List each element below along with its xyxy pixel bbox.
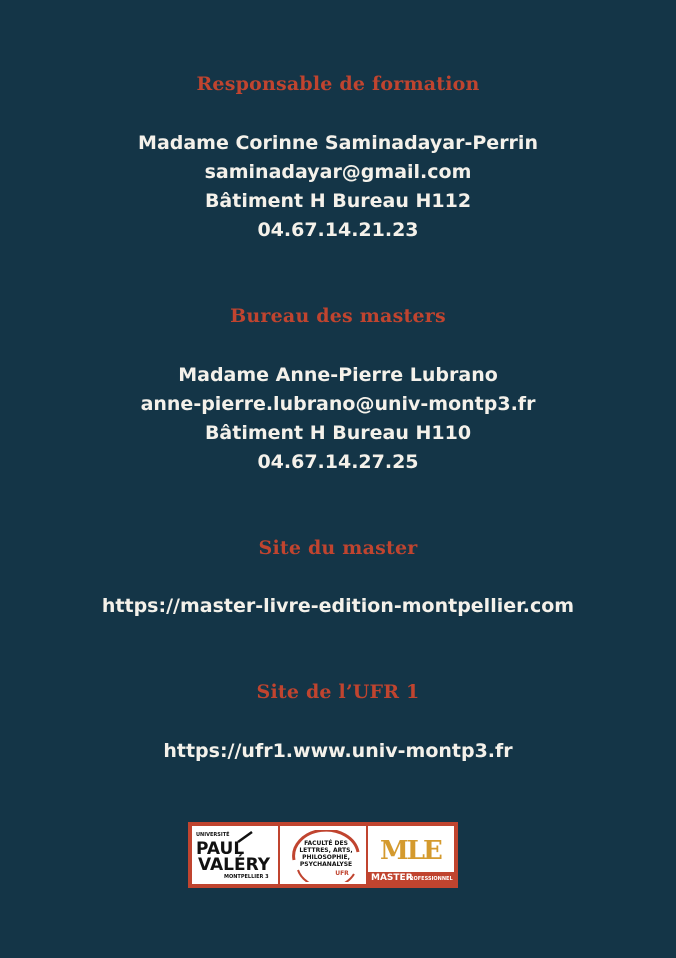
- paul-valery-logo: [192, 826, 278, 884]
- contact-email[interactable]: anne-pierre.lubrano@univ-montp3.fr: [140, 393, 536, 415]
- logo-text: LETTRES, ARTS,: [299, 847, 353, 854]
- faculte-lettres-logo: [280, 826, 366, 884]
- ufr-website-link[interactable]: https://ufr1.www.univ-montp3.fr: [163, 740, 513, 762]
- logo-text: UFR: [335, 870, 349, 877]
- logo-letters: MLE: [380, 836, 441, 866]
- partner-logos: [188, 822, 458, 888]
- contact-phone: 04.67.14.27.25: [257, 451, 419, 473]
- master-mle-logo: [368, 826, 454, 884]
- contact-name: Madame Anne-Pierre Lubrano: [178, 364, 498, 386]
- section-heading-responsable: Responsable de formation: [196, 73, 480, 95]
- contact-office: Bâtiment H Bureau H110: [204, 422, 472, 444]
- contact-phone: 04.67.14.21.23: [257, 219, 419, 241]
- logo-text: PROFESSIONNEL: [406, 876, 453, 882]
- contact-name: Madame Corinne Saminadayar-Perrin: [138, 132, 538, 154]
- logo-text: FACULTÉ DES: [304, 840, 348, 847]
- logo-text: MASTER: [371, 873, 413, 883]
- master-website-link[interactable]: https://master-livre-edition-montpellier.com: [101, 595, 575, 617]
- logo-text: PSYCHANALYSE: [299, 861, 353, 868]
- logo-text: PHILOSOPHIE,: [302, 854, 350, 861]
- logo-text: UNIVERSITÉ: [196, 832, 230, 838]
- section-heading-site-ufr: Site de l’UFR 1: [256, 681, 420, 703]
- logo-text: MONTPELLIER 3: [224, 874, 269, 880]
- logo-text: PAUL: [196, 839, 245, 859]
- contact-office: Bâtiment H Bureau H112: [204, 190, 472, 212]
- logo-text: VALÉRY: [198, 855, 271, 875]
- section-heading-site-master: Site du master: [258, 537, 418, 559]
- section-heading-bureau: Bureau des masters: [230, 305, 446, 327]
- logo-mark-icon: [236, 830, 256, 844]
- contact-email[interactable]: saminadayar@gmail.com: [204, 161, 472, 183]
